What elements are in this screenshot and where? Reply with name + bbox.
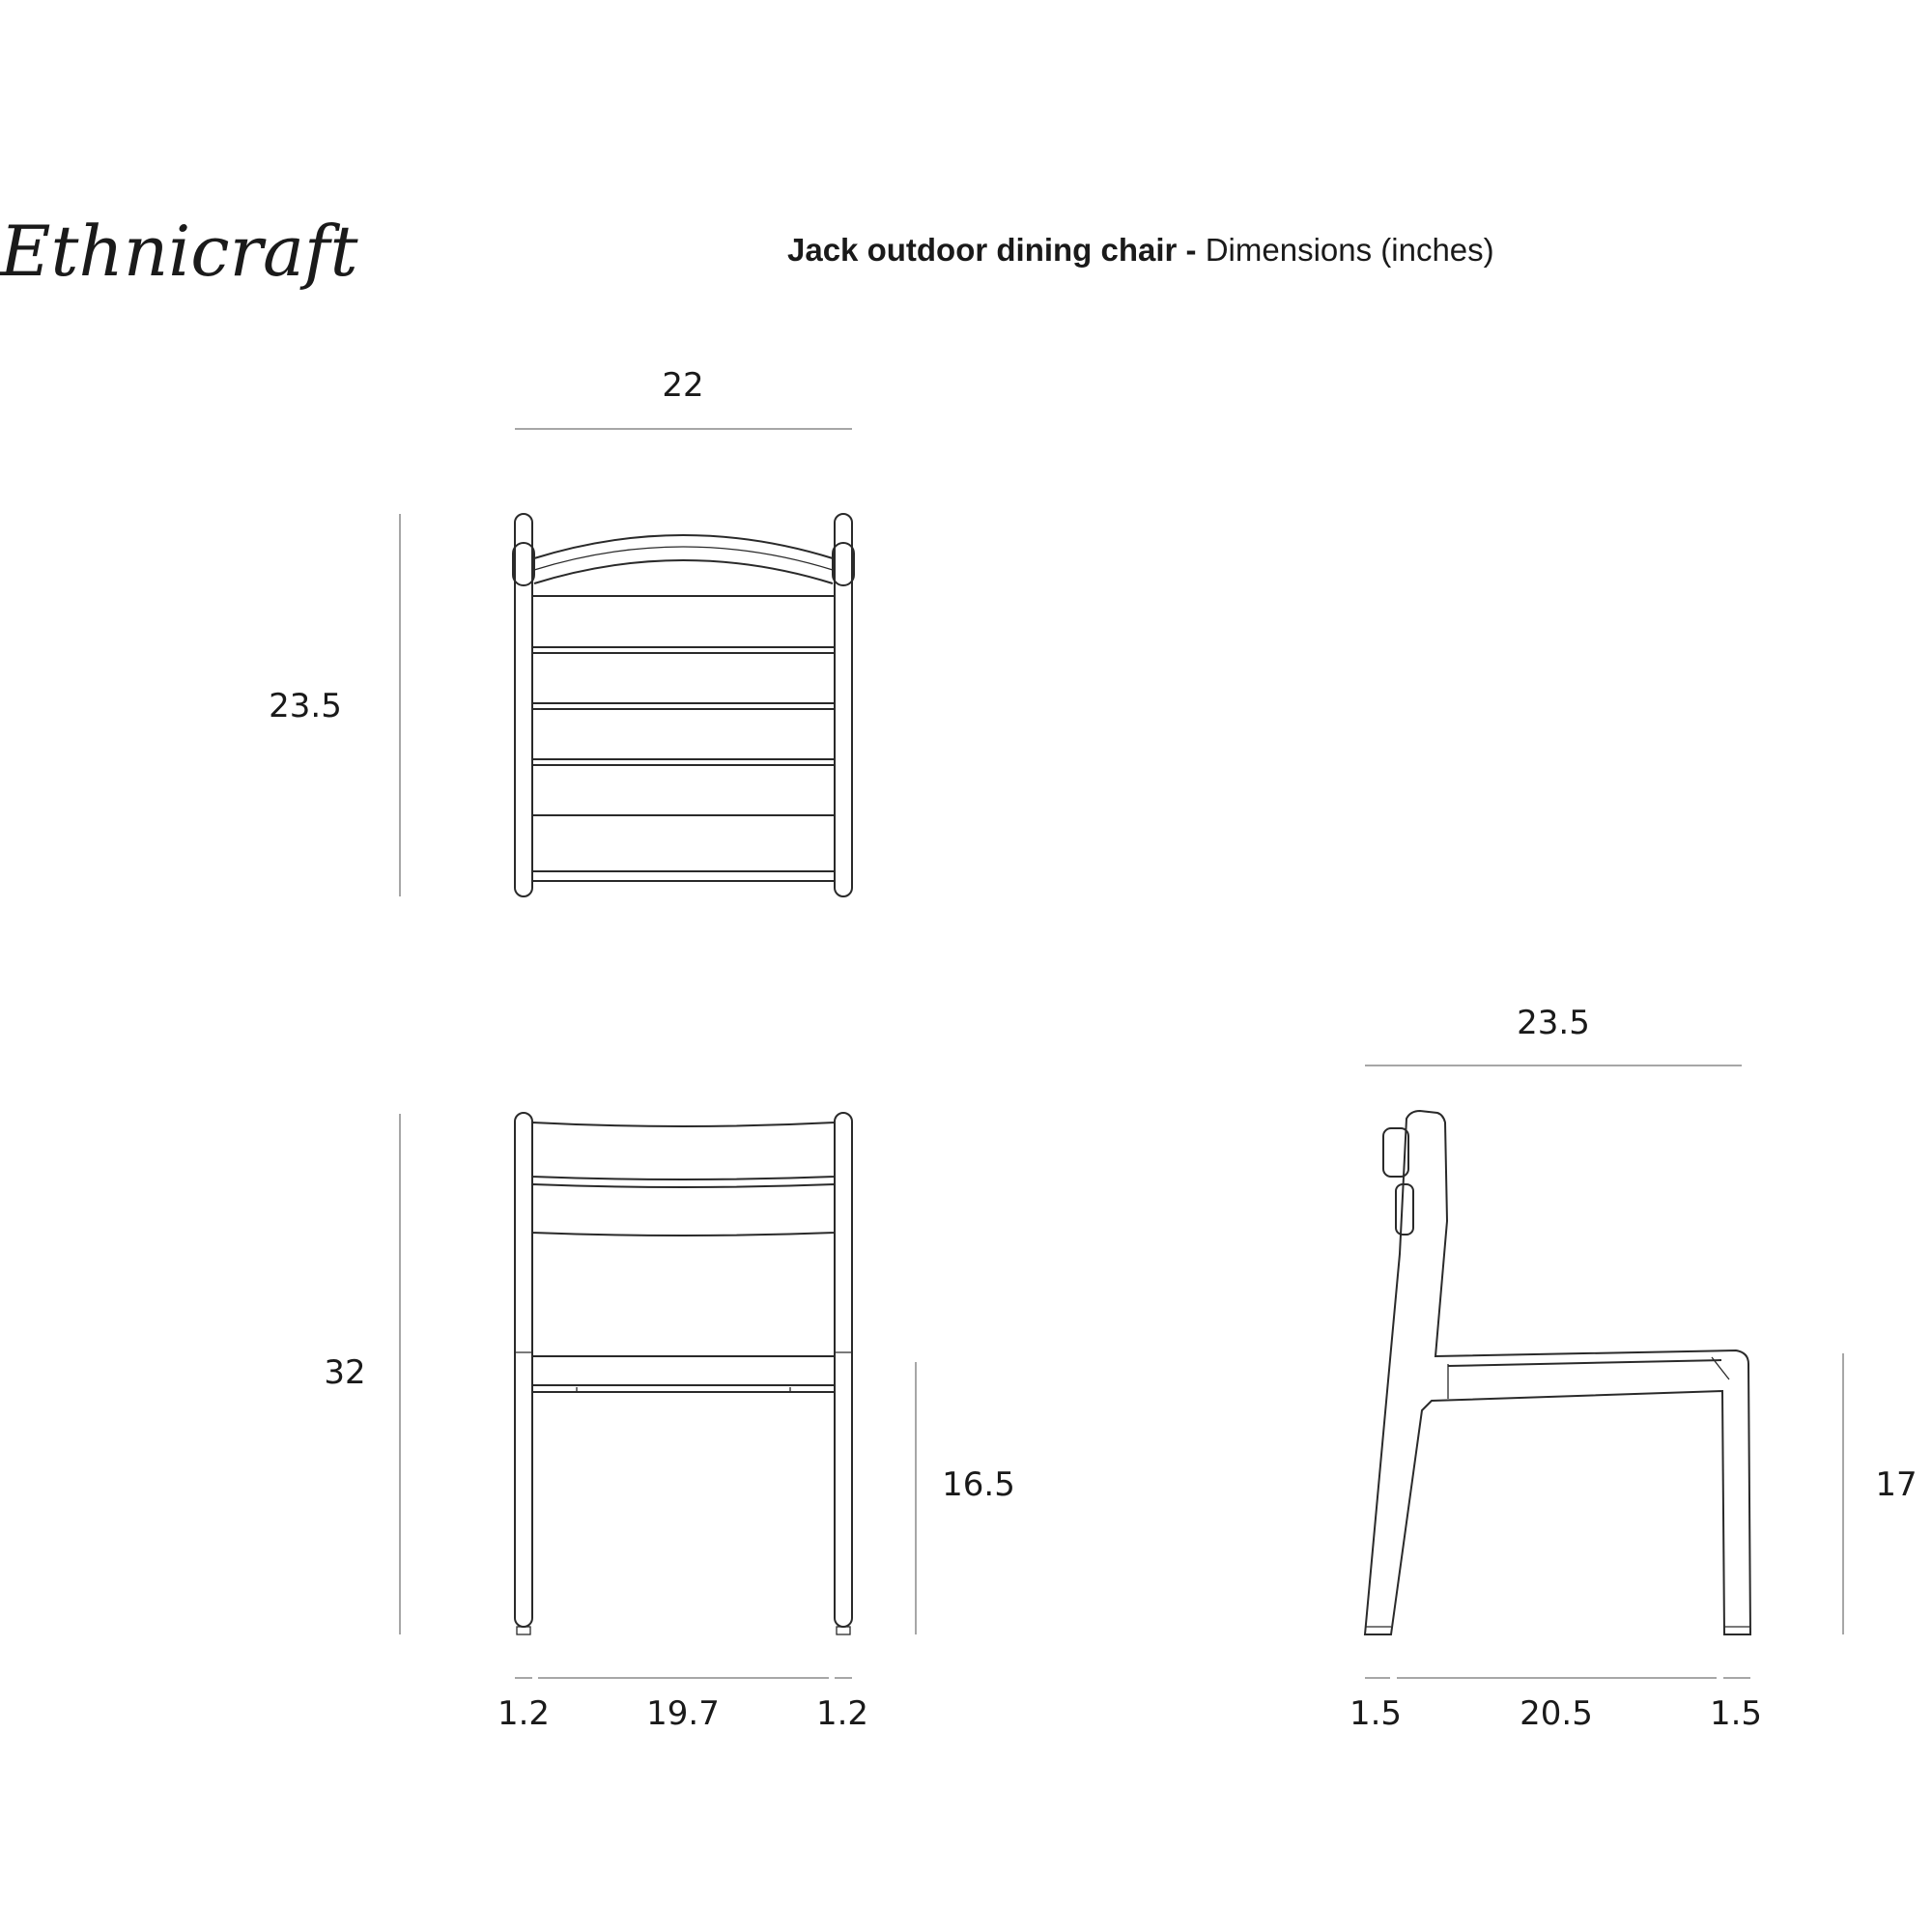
top-seat-slat-2 <box>532 653 835 703</box>
side-leg-back-label: 1.5 <box>1709 1694 1763 1733</box>
side-chair-frame <box>1365 1111 1750 1634</box>
front-inner-width-label: 19.7 <box>646 1694 720 1733</box>
front-seat <box>532 1356 835 1385</box>
side-backrest-slat-2 <box>1396 1184 1413 1235</box>
top-seat-slat-3 <box>532 709 835 759</box>
top-seat-slat-4 <box>532 765 835 815</box>
front-seat-height-label: 16.5 <box>942 1465 1015 1504</box>
side-depth-label: 23.5 <box>1517 1004 1590 1042</box>
front-leg-right-label: 1.2 <box>815 1694 869 1733</box>
front-backrest-slat-1 <box>532 1122 835 1179</box>
top-left-cap <box>513 543 534 585</box>
side-seat-height-label: 17 <box>1875 1465 1918 1504</box>
front-left-foot <box>517 1627 530 1634</box>
top-right-cap <box>833 543 854 585</box>
product-name: Jack outdoor dining chair <box>787 232 1178 268</box>
top-width-label: 22 <box>662 366 704 405</box>
front-height-label: 32 <box>324 1353 366 1392</box>
top-backrest-slat-edge <box>534 547 833 570</box>
front-leg-left-label: 1.2 <box>497 1694 551 1733</box>
top-backrest-slat-2 <box>534 560 833 583</box>
side-seat-top <box>1448 1360 1721 1366</box>
front-backrest-slat-2 <box>532 1184 835 1236</box>
side-leg-front-label: 1.5 <box>1349 1694 1403 1733</box>
side-view <box>1350 1004 1918 1733</box>
title-separator: - <box>1177 232 1206 268</box>
page-title <box>787 232 1494 268</box>
top-seat-slat-1 <box>532 596 835 647</box>
front-left-post <box>515 1113 532 1627</box>
front-right-post <box>835 1113 852 1627</box>
top-depth-label: 23.5 <box>269 687 342 725</box>
front-view <box>324 1113 1014 1733</box>
side-inner-depth-label: 20.5 <box>1520 1694 1593 1733</box>
top-view <box>269 366 854 896</box>
title-subtitle: Dimensions (inches) <box>1205 232 1494 268</box>
brand-logo: Ethnicraft <box>0 211 358 292</box>
top-left-post <box>515 514 532 896</box>
top-right-post <box>835 514 852 896</box>
front-right-foot <box>837 1627 850 1634</box>
